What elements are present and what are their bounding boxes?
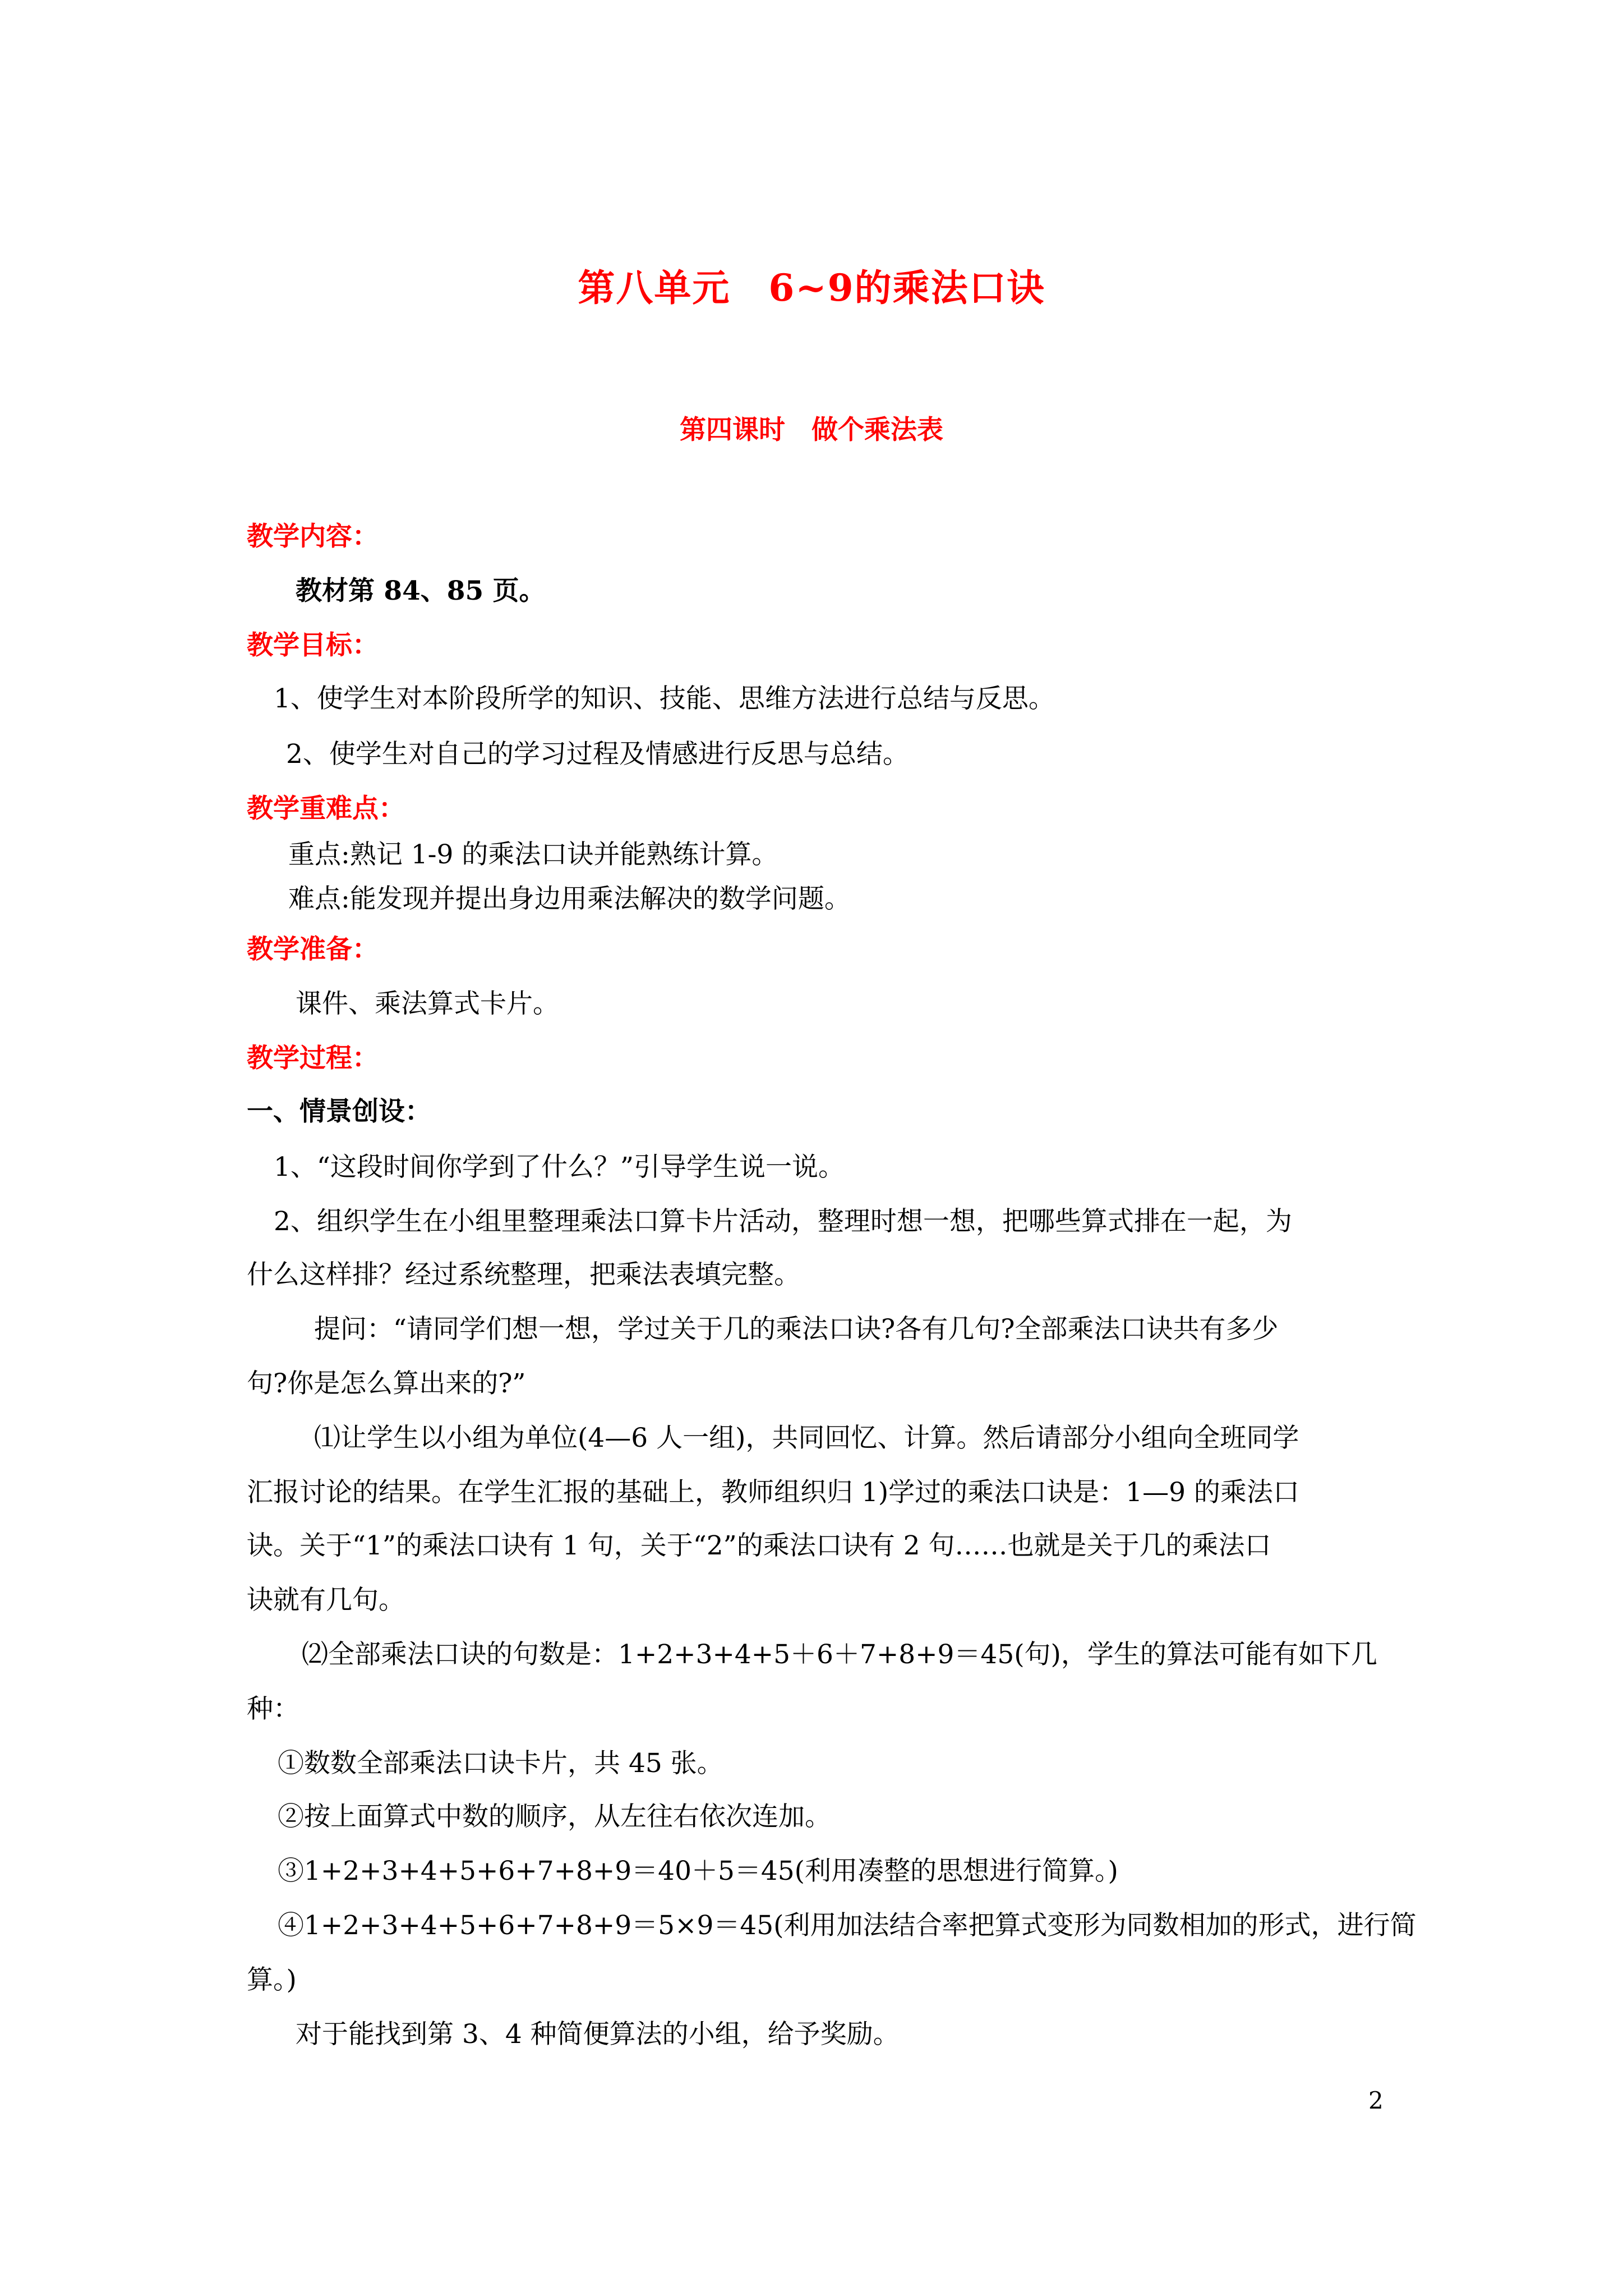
- process-step-1: 1、“这段时间你学到了什么？”引导学生说一说。: [274, 1152, 845, 1182]
- paragraph-2-line-2: 种：: [247, 1694, 299, 1724]
- paragraph-1-line-4: 诀就有几句。: [247, 1585, 405, 1616]
- question-line-1: 提问：“请同学们想一想，学过关于几的乘法口诀?各有几句?全部乘法口诀共有多少: [314, 1314, 1279, 1345]
- key-point: 重点:熟记 1-9 的乘法口诀并能熟练计算。: [288, 839, 778, 870]
- method-2: ②按上面算式中数的顺序，从左往右依次连加。: [278, 1801, 831, 1832]
- goal-2: 2、使学生对自己的学习过程及情感进行反思与总结。: [286, 739, 909, 770]
- paragraph-1-line-1: ⑴让学生以小组为单位(4—6 人一组)，共同回忆、计算。然后请部分小组向全班同学: [314, 1423, 1299, 1453]
- method-4-line-1: ④1+2+3+4+5+6+7+8+9＝5×9＝45(利用加法结合率把算式变形为同数相加的形式，进行简: [278, 1910, 1417, 1941]
- question-line-2: 句?你是怎么算出来的?”: [247, 1368, 526, 1399]
- method-3: ③1+2+3+4+5+6+7+8+9＝40＋5＝45(利用凑整的思想进行简算。): [278, 1856, 1118, 1887]
- heading-key-points: 教学重难点：: [247, 793, 405, 824]
- paragraph-1-line-3: 诀。关于“1”的乘法口诀有 1 句，关于“2”的乘法口诀有 2 句……也就是关于几的乘法口: [247, 1530, 1271, 1561]
- document-title: 第八单元 6~9的乘法口诀: [578, 266, 1045, 310]
- process-step-2-line-2: 什么这样排？经过系统整理，把乘法表填完整。: [247, 1259, 800, 1290]
- heading-preparation: 教学准备：: [247, 934, 379, 965]
- lesson-subtitle: 第四课时 做个乘法表: [680, 415, 943, 445]
- heading-teaching-process: 教学过程：: [247, 1043, 379, 1074]
- method-1: ①数数全部乘法口诀卡片，共 45 张。: [278, 1748, 723, 1779]
- reward-note: 对于能找到第 3、4 种简便算法的小组，给予奖励。: [296, 2019, 900, 2050]
- heading-teaching-content: 教学内容：: [247, 521, 379, 552]
- goal-1: 1、使学生对本阶段所学的知识、技能、思维方法进行总结与反思。: [274, 683, 1055, 714]
- page-number: 2: [1368, 2087, 1384, 2114]
- section-scenario: 一、情景创设：: [247, 1096, 431, 1127]
- difficult-point: 难点:能发现并提出身边用乘法解决的数学问题。: [288, 884, 851, 914]
- textbook-pages: 教材第 84、85 页。: [296, 576, 546, 606]
- paragraph-2-line-1: ⑵全部乘法口诀的句数是：1+2+3+4+5＋6＋7+8+9＝45(句)，学生的算法可能有如下几: [302, 1639, 1377, 1670]
- heading-teaching-goals: 教学目标：: [247, 630, 379, 661]
- method-4-line-2: 算。): [247, 1964, 297, 1995]
- preparation-text: 课件、乘法算式卡片。: [296, 988, 559, 1019]
- paragraph-1-line-2: 汇报讨论的结果。在学生汇报的基础上，教师组织归 1)学过的乘法口诀是：1—9 的乘法口: [247, 1477, 1299, 1508]
- process-step-2-line-1: 2、组织学生在小组里整理乘法口算卡片活动，整理时想一想，把哪些算式排在一起，为: [274, 1206, 1292, 1237]
